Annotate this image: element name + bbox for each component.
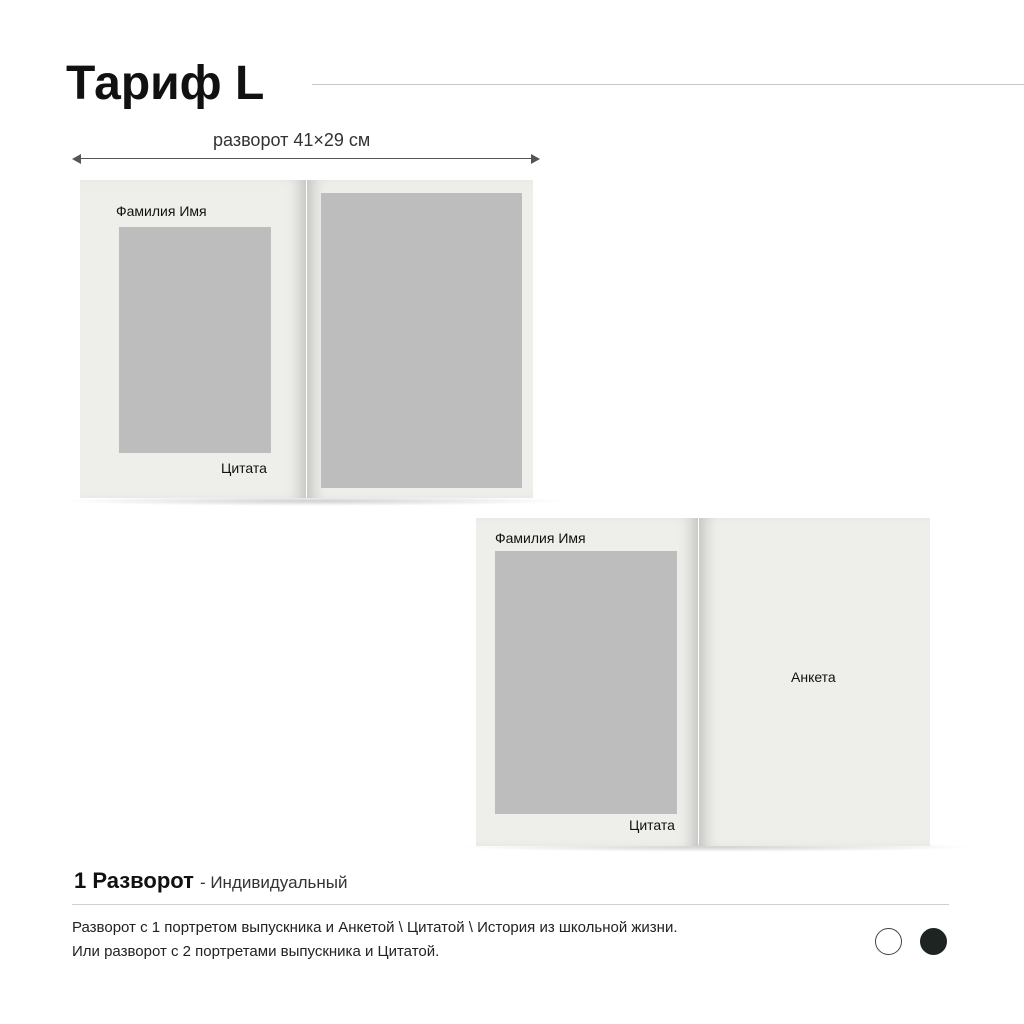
description-line-1: Разворот с 1 портретом выпускника и Анкетой \ Цитатой \ История из школьной жизни. — [72, 919, 678, 936]
spread-2-questionnaire-label: Анкета — [791, 669, 836, 685]
title-divider — [312, 84, 1024, 85]
section-subtitle: - Индивидуальный — [199, 873, 348, 892]
section-title: 1 Разворот — [74, 868, 194, 893]
spread-2-quote-label: Цитата — [629, 817, 675, 833]
spread-1-portrait-placeholder — [119, 227, 271, 453]
page-title: Тариф L — [66, 57, 265, 110]
arrow-right-icon — [531, 154, 540, 164]
section-heading — [74, 868, 347, 894]
spread-2-portrait-placeholder — [495, 551, 677, 814]
color-swatch-white[interactable] — [875, 928, 902, 955]
spread-2-right-page — [699, 518, 930, 846]
spread-1-name-label: Фамилия Имя — [116, 203, 207, 219]
spread-1-right-page — [307, 180, 533, 498]
dimension-line — [80, 158, 532, 159]
spread-1-full-photo-placeholder — [321, 193, 522, 488]
section-divider — [72, 904, 949, 905]
spread-dimension-label: разворот 41×29 см — [213, 130, 371, 150]
spread-1-left-page — [80, 180, 306, 498]
spread-2-name-label: Фамилия Имя — [495, 530, 586, 546]
spread-2-left-page — [476, 518, 698, 846]
color-swatch-black[interactable] — [920, 928, 947, 955]
spread-1-quote-label: Цитата — [221, 460, 267, 476]
description-line-2: Или разворот с 2 портретами выпускника и Цитатой. — [72, 943, 440, 960]
arrow-left-icon — [72, 154, 81, 164]
